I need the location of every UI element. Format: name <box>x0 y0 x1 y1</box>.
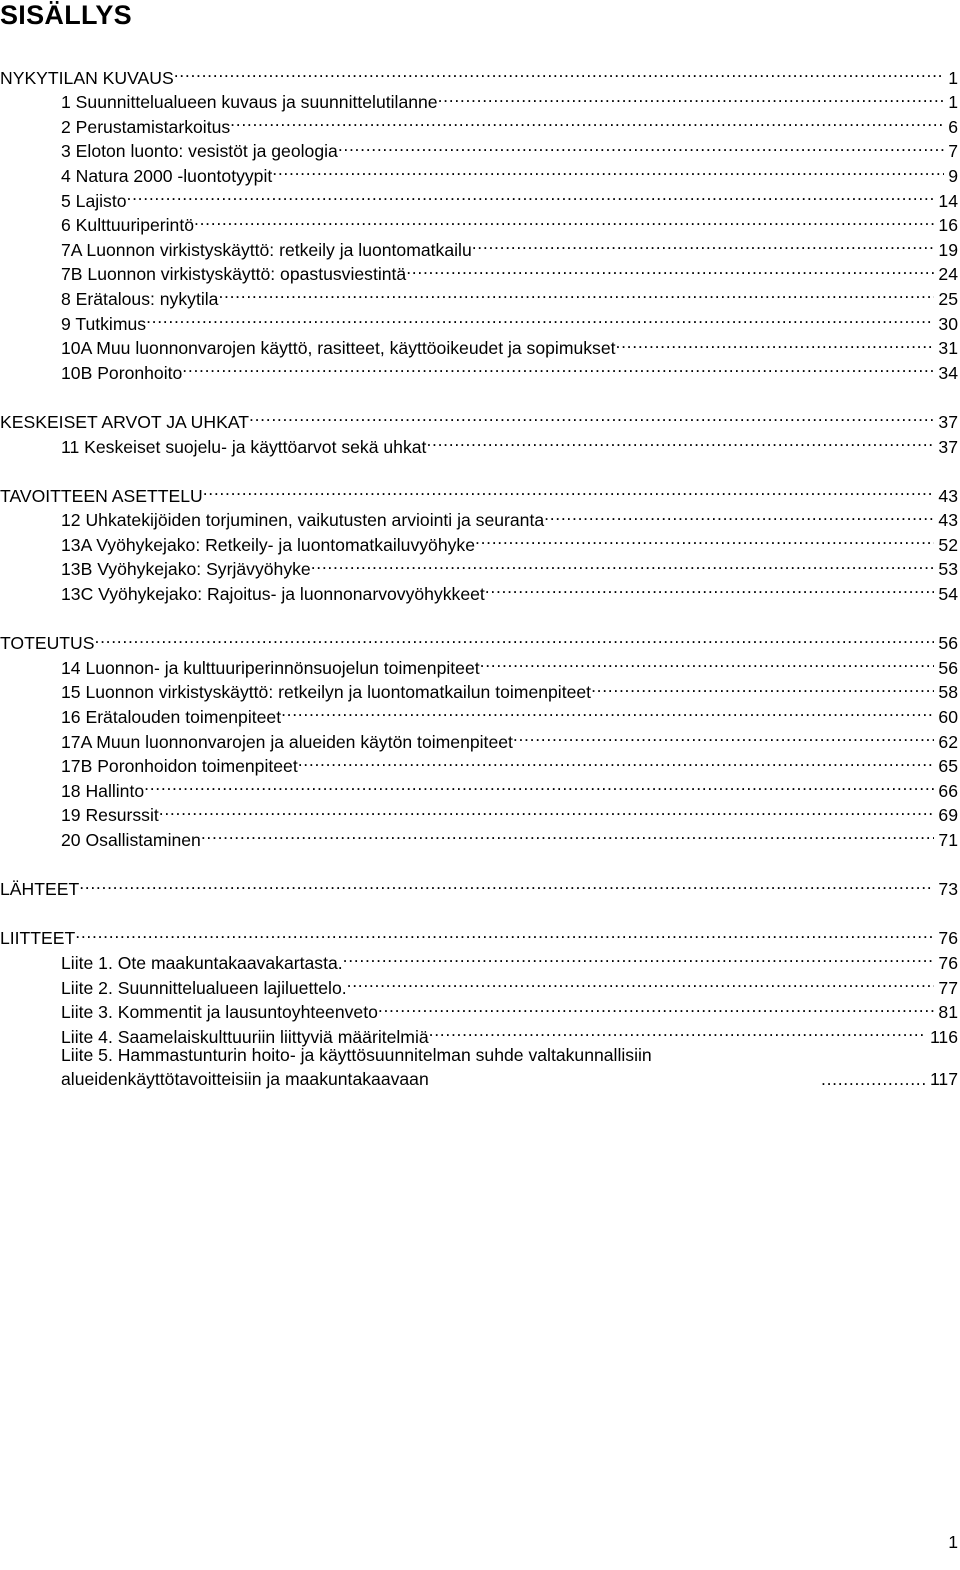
toc-dot-leader <box>311 551 935 576</box>
toc-page-number: 60 <box>938 707 958 728</box>
toc-page-number: 65 <box>938 756 958 777</box>
toc-entry-label: 20 Osallistaminen <box>61 830 201 850</box>
toc-entry-label: 5 Lajisto <box>61 190 127 211</box>
toc-entry-label: Liite 3. Kommentit ja lausuntoyhteenveto <box>61 1002 378 1023</box>
toc-dot-leader <box>378 994 935 1019</box>
toc-page-number: 77 <box>938 977 958 998</box>
toc-entry-label: TAVOITTEEN ASETTELU <box>0 485 203 506</box>
toc-entry-label: 17A Muun luonnonvarojen ja alueiden käytön toimenpiteet <box>61 731 513 752</box>
toc-entry[interactable] <box>0 1043 958 1092</box>
toc-dot-leader <box>230 108 944 133</box>
toc-dot-leader <box>203 477 935 502</box>
toc-page-number: 19 <box>938 239 958 260</box>
toc-page-number: 54 <box>938 584 958 605</box>
page-number: 1 <box>948 1532 958 1552</box>
toc-dot-leader <box>347 969 935 994</box>
toc-section-entry[interactable] <box>0 477 958 506</box>
toc-page-number: 52 <box>938 534 958 555</box>
toc-page-number: 24 <box>938 264 958 285</box>
toc-entry-label: Liite 5. Hammastunturin hoito- ja käyttösuunnitelman suhde valtakunnallisiin alueidenkäyttötavoitteisiin ja maakuntakaavaan <box>61 1044 652 1090</box>
toc-dot-leader <box>406 256 934 281</box>
toc-entry-label: 7B Luonnon virkistyskäyttö: opastusviestintä <box>61 264 407 285</box>
toc-page-number: 37 <box>938 411 958 432</box>
toc-dot-leader <box>480 649 935 674</box>
toc-page-number: 69 <box>938 805 958 826</box>
toc-entry-label: LÄHTEET <box>0 879 80 900</box>
toc-entry-label: 6 Kulttuuriperintö <box>61 215 195 236</box>
toc-entry-label: 17B Poronhoidon toimenpiteet <box>61 756 298 777</box>
toc-entry-label: 12 Uhkatekijöiden torjuminen, vaikutusten arviointi ja seuranta <box>61 510 545 531</box>
toc-page-number: 56 <box>938 657 958 678</box>
toc-dot-leader <box>75 920 934 945</box>
toc-page-number: 16 <box>938 215 958 236</box>
toc-dot-leader <box>472 231 935 256</box>
toc-dot-leader <box>429 1018 926 1043</box>
toc-entry-label: 9 Tutkimus <box>61 313 147 334</box>
toc-entry-label: NYKYTILAN KUVAUS <box>0 67 174 88</box>
toc-entry-label: 1 Suunnittelualueen kuvaus ja suunnittelutilanne <box>61 92 438 113</box>
toc-entry-label: 7A Luonnon virkistyskäyttö: retkeily ja luontomatkailu <box>61 239 472 260</box>
toc-dot-leader <box>513 723 935 748</box>
toc-entry-label: 10B Poronhoito <box>61 362 183 383</box>
toc-page-number: 76 <box>938 952 958 973</box>
toc-entry-label: 13A Vyöhykejako: Retkeily- ja luontomatkailuvyöhyke <box>61 534 475 555</box>
toc-dot-leader <box>174 59 944 84</box>
toc-dot-leader <box>127 182 935 207</box>
toc-section-entry[interactable] <box>0 403 958 432</box>
toc-dot-leader <box>616 330 935 355</box>
toc-dot-leader <box>218 280 934 305</box>
toc-section-entry[interactable] <box>0 625 958 654</box>
toc-page-number: 31 <box>938 338 958 359</box>
toc-dot-leader <box>182 354 934 379</box>
toc-dot-leader <box>485 575 935 600</box>
toc-page-number: 116 <box>929 1026 958 1047</box>
toc-dot-leader <box>298 748 935 773</box>
toc-dot-leader <box>272 157 944 182</box>
toc-page-number: 117 <box>929 1069 958 1090</box>
toc-page-number: 14 <box>938 190 958 211</box>
toc-entry-label: 4 Natura 2000 -luontotyypit <box>61 165 273 186</box>
toc-page-number: 71 <box>938 830 958 850</box>
table-of-contents <box>0 59 958 1092</box>
toc-dot-leader <box>146 305 934 330</box>
toc-page-number: 43 <box>938 485 958 506</box>
toc-entry-label: 19 Resurssit <box>61 805 159 826</box>
toc-section-entry[interactable] <box>0 59 958 88</box>
toc-entry[interactable] <box>0 207 958 236</box>
toc-page-number: 9 <box>948 165 958 186</box>
toc-page-number: 81 <box>938 1002 958 1023</box>
toc-dot-leader <box>144 772 934 797</box>
toc-entry[interactable] <box>0 944 958 973</box>
toc-entry-label: 11 Keskeiset suojelu- ja käyttöarvot sekä uhkat <box>61 436 427 457</box>
toc-dot-leader <box>475 526 934 551</box>
toc-page-number: 25 <box>938 288 958 309</box>
toc-section-entry[interactable] <box>0 871 958 900</box>
toc-page-number: 30 <box>938 313 958 334</box>
toc-dot-leader <box>79 871 934 896</box>
toc-dot-leader <box>821 1067 926 1092</box>
toc-dot-leader <box>544 502 934 527</box>
toc-page-number: 1 <box>948 67 958 88</box>
toc-entry-label: Liite 1. Ote maakuntakaavakartasta. <box>61 952 343 973</box>
toc-entry-label: 15 Luonnon virkistyskäyttö: retkeilyn ja luontomatkailun toimenpiteet <box>61 682 592 703</box>
page-title: SISÄLLYS <box>0 0 132 30</box>
toc-dot-leader <box>343 944 935 969</box>
toc-entry-label: LIITTEET <box>0 928 76 949</box>
toc-page-number: 76 <box>938 928 958 949</box>
toc-page-number: 56 <box>938 633 958 654</box>
toc-dot-leader <box>426 428 934 453</box>
toc-page-number: 62 <box>938 731 958 752</box>
toc-entry-label: 10A Muu luonnonvarojen käyttö, rasitteet, käyttöoikeudet ja sopimukset <box>61 338 616 359</box>
toc-dot-leader <box>249 403 934 428</box>
toc-page-number: 37 <box>938 436 958 457</box>
toc-entry[interactable] <box>0 182 958 211</box>
toc-page-number: 73 <box>938 879 958 900</box>
toc-entry-label: 18 Hallinto <box>61 780 145 801</box>
toc-page-number: 66 <box>938 780 958 801</box>
toc-page-number: 34 <box>938 362 958 383</box>
toc-section-entry[interactable] <box>0 920 958 949</box>
toc-dot-leader <box>281 698 934 723</box>
toc-page-number: 7 <box>948 141 958 162</box>
toc-entry-label: 3 Eloton luonto: vesistöt ja geologia <box>61 141 338 162</box>
toc-dot-leader <box>201 821 935 846</box>
toc-dot-leader <box>194 207 934 232</box>
toc-dot-leader <box>95 625 935 650</box>
toc-page-number: 6 <box>948 116 958 137</box>
toc-page-number: 53 <box>938 559 958 580</box>
toc-entry-label: 8 Erätalous: nykytila <box>61 288 219 309</box>
toc-page-number: 58 <box>938 682 958 703</box>
toc-dot-leader <box>338 133 944 158</box>
toc-entry-label: 14 Luonnon- ja kulttuuriperinnönsuojelun toimenpiteet <box>61 657 480 678</box>
toc-dot-leader <box>159 797 935 822</box>
toc-entry-label: KESKEISET ARVOT JA UHKAT <box>0 411 250 432</box>
toc-entry-label: 13B Vyöhykejako: Syrjävyöhyke <box>61 559 311 580</box>
toc-entry-label: Liite 4. Saamelaiskulttuuriin liittyviä määritelmiä <box>61 1026 429 1047</box>
toc-dot-leader <box>438 84 945 109</box>
toc-page-number: 43 <box>938 510 958 531</box>
toc-entry[interactable] <box>0 772 958 801</box>
toc-entry-label: TOTEUTUS <box>0 633 95 654</box>
toc-entry-label: Liite 2. Suunnittelualueen lajiluettelo. <box>61 977 347 998</box>
toc-page-number: 1 <box>948 92 958 113</box>
toc-dot-leader <box>591 674 934 699</box>
toc-entry[interactable] <box>0 649 958 678</box>
toc-entry-label: 2 Perustamistarkoitus <box>61 116 231 137</box>
toc-entry-label: 13C Vyöhykejako: Rajoitus- ja luonnonarvovyöhykkeet <box>61 584 485 605</box>
toc-entry-label: 16 Erätalouden toimenpiteet <box>61 707 282 728</box>
